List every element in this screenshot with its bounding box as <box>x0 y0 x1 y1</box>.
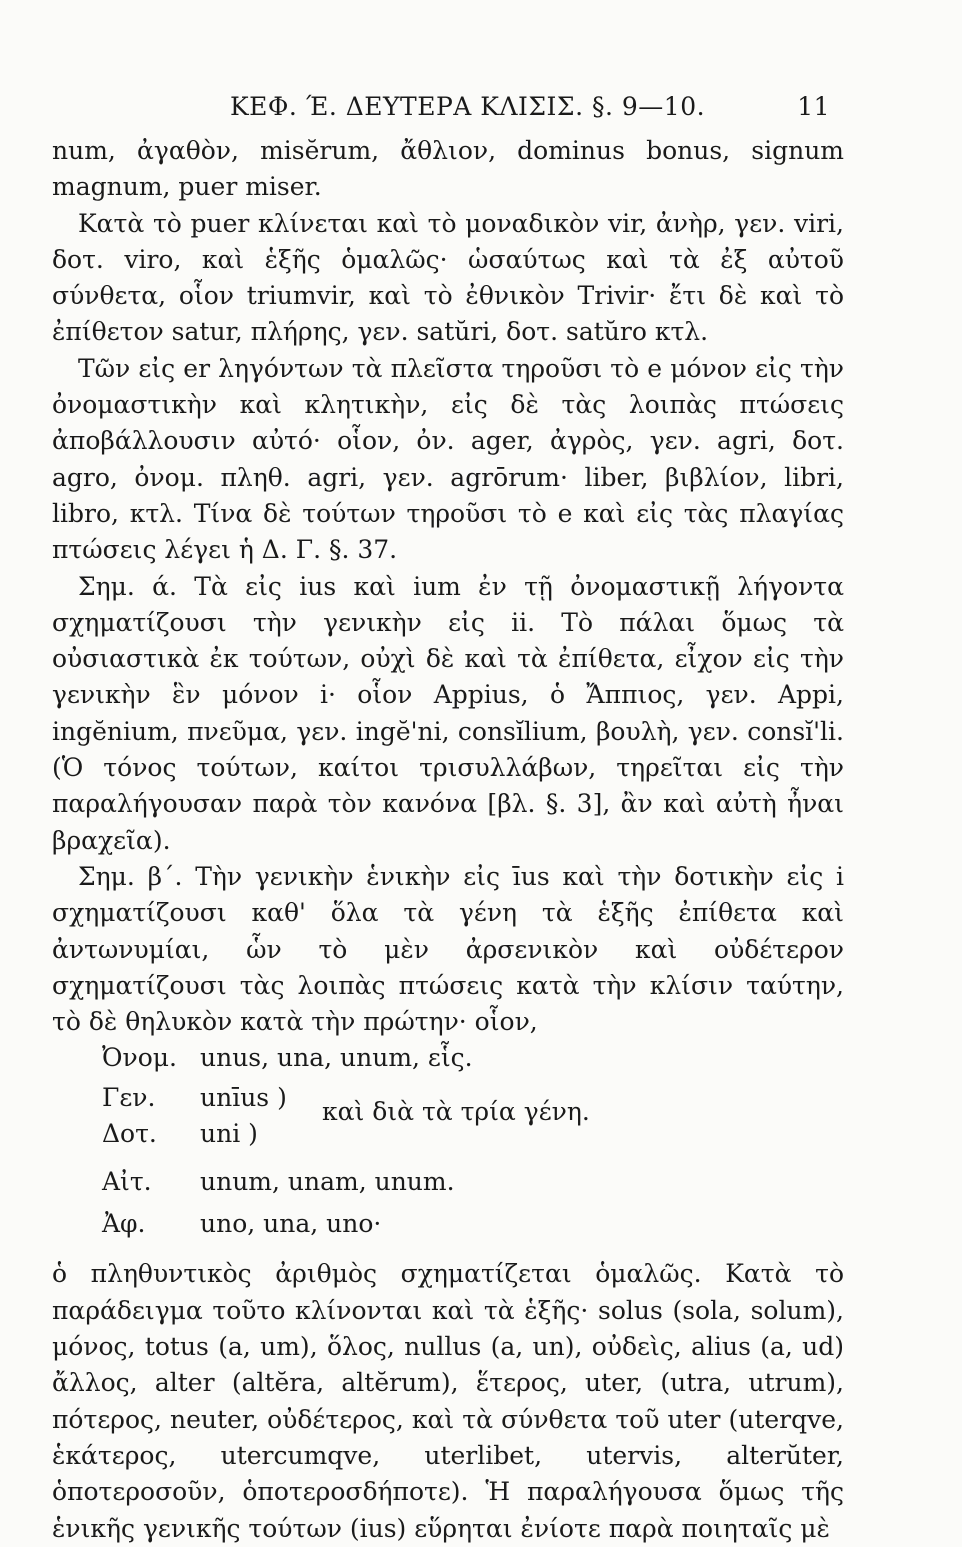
case-forms: uni ) <box>200 1119 258 1149</box>
paragraph: num, ἀγαθὸν, misĕrum, ἄθλιον, dominus bonus, signum magnum, puer miser. <box>52 136 844 202</box>
case-label: Ἀφ. <box>102 1209 146 1239</box>
closing-paragraph: ὁ πληθυντικὸς ἀριθμὸς σχηματίζεται ὁμαλῶς. Κατὰ τὸ παράδειγμα τοῦτο κλίνονται καὶ τὰ ἑξῆς· solus (sola, solum), μόνος, totus (a, um), ὅλος, nullus (a, un), οὐδεὶς, alius (a, ud) ἄλλος, alter (altĕra, altĕrum), ἕτερος, uter, (utra, utrum), πότερος, neuter, οὐδέτερος, καὶ τὰ σύνθετα τοῦ uter (uterqve, ἑκάτερος, utercumqve, uterlibet, utervis, alterŭter, ὁποτεροσοῦν, ὁποτεροσδήποτε). Ἡ παραλήγουσα ὅμως τῆς ἑνικῆς γενικῆς τούτων (ius) εὕρηται ἐνίοτε παρὰ ποιηταῖς μὲ <box>52 1259 844 1543</box>
case-label: Γεν. <box>102 1083 156 1113</box>
case-forms: uno, una, uno· <box>200 1209 382 1239</box>
running-header <box>230 92 830 126</box>
note-paragraph: Σημ. β΄. Τὴν γενικὴν ἑνικὴν εἰς īus καὶ τὴν δοτικὴν εἰς i σχηματίζουσι καθ' ὅλα τὰ γένη τὰ ἑξῆς ἐπίθετα καὶ ἀντωνυμίαι, ὧν τὸ μὲν ἀρσενικὸν καὶ οὐδέτερον σχηματίζουσι τὰς λοιπὰς πτώσεις κατὰ τὴν κλίσιν ταύτην, τὸ δὲ θηλυκὸν κατὰ τὴν πρώτην· οἷον, <box>52 861 844 1037</box>
declension-paradigm <box>52 1040 844 1256</box>
case-forms: unum, unam, unum. <box>200 1167 455 1197</box>
case-forms: unīus ) <box>200 1083 287 1113</box>
note-paragraph: Σημ. ά. Τὰ εἰς ius καὶ ium ἐν τῇ ὀνομαστικῇ λήγοντα σχηματίζουσι τὴν γενικὴν εἰς ii. Τὸ πάλαι ὅμως τὰ οὐσιαστικὰ ἐκ τούτων, οὐχὶ δὲ καὶ τὰ ἐπίθετα, εἶχον εἰς τὴν γενικὴν ἓν μόνον i· οἷον Appius, ὁ Ἄππιος, γεν. Appi, ingĕnium, πνεῦμα, γεν. ingĕ'ni, consĭlium, βουλὴ, γεν. consĭ'li. (Ὁ τόνος τούτων, καίτοι τρισυλλάβων, τηρεῖται εἰς τὴν παραλήγουσαν παρὰ τὸν κανόνα [βλ. §. 3], ἂν καὶ αὐτὴ ἦναι βραχεῖα). <box>52 571 844 855</box>
paragraph: Τῶν εἰς er ληγόντων τὰ πλεῖστα τηροῦσι τὸ e μόνον εἰς τὴν ὀνομαστικὴν καὶ κλητικὴν, εἰς δὲ τὰς λοιπὰς πτώσεις ἀποβάλλουσιν αὐτό· οἷον, ὀν. ager, ἀγρὸς, γεν. agri, δοτ. agro, ὀνομ. πληθ. agri, γεν. agrōrum· liber, βιβλίον, libri, libro, κτλ. Τίνα δὲ τούτων τηροῦσι τὸ e καὶ εἰς τὰς πλαγίας πτώσεις λέγει ἡ Δ. Γ. §. 37. <box>52 353 844 565</box>
paragraph: Κατὰ τὸ puer κλίνεται καὶ τὸ μοναδικὸν vir, ἀνὴρ, γεν. viri, δοτ. viro, καὶ ἑξῆς ὁμαλῶς· ὡσαύτως καὶ τὰ ἐξ αὐτοῦ σύνθετα, οἷον triumvir, καὶ τὸ ἐθνικὸν Trivir· ἔτι δὲ καὶ τὸ ἐπίθετον satur, πλήρης, γεν. satŭri, δοτ. satŭro κτλ. <box>52 208 844 347</box>
case-forms: unus, una, unum, εἷς. <box>200 1043 473 1073</box>
case-label: Ὀνομ. <box>102 1043 177 1073</box>
running-title: ΚΕΦ. Έ. ΔΕΥΤΕΡΑ ΚΛΙΣΙΣ. §. 9—10. <box>230 92 706 121</box>
page-body <box>52 133 844 1547</box>
case-label: Δοτ. <box>102 1119 157 1149</box>
brace-note: καὶ διὰ τὰ τρία γένη. <box>322 1097 590 1127</box>
page-number: 11 <box>797 92 830 121</box>
case-label: Αἰτ. <box>102 1167 152 1197</box>
